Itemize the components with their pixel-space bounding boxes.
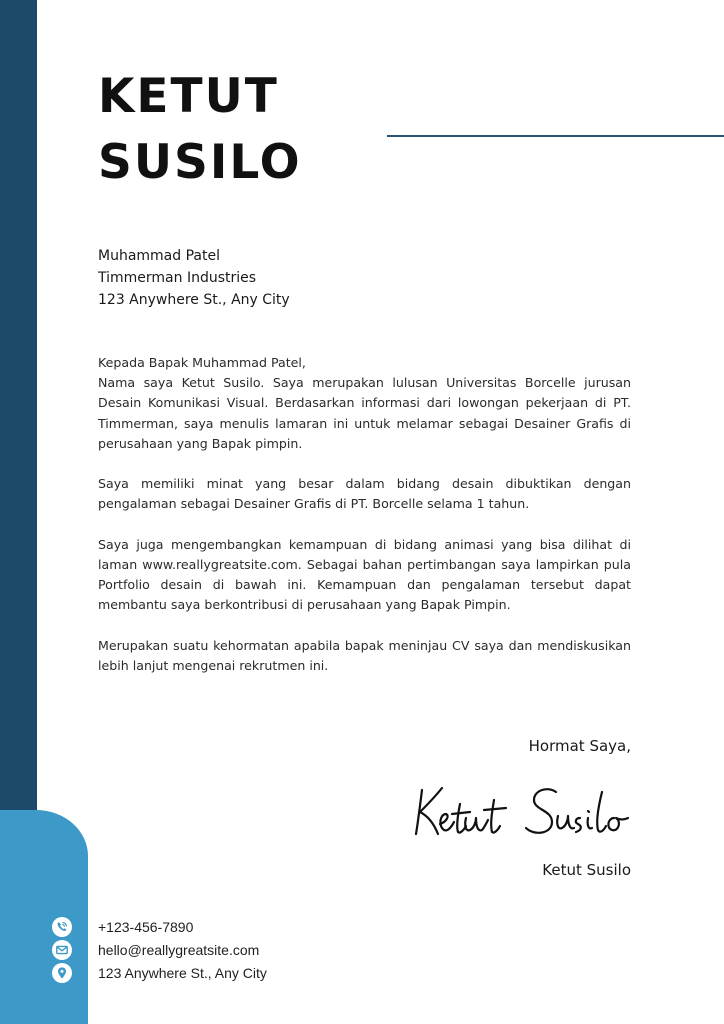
contact-phone: +123-456-7890	[98, 919, 194, 935]
letter-body	[98, 353, 631, 676]
recipient-address: 123 Anywhere St., Any City	[98, 292, 290, 308]
contact-email: hello@reallygreatsite.com	[98, 942, 260, 958]
location-icon	[52, 963, 72, 983]
email-icon	[52, 940, 72, 960]
recipient-name: Muhammad Patel	[98, 248, 220, 264]
recipient-company: Timmerman Industries	[98, 270, 257, 286]
letter-paragraph-3: Saya juga mengembangkan kemampuan di bidang animasi yang bisa dilihat di laman www.reallygreatsite.com. Sebagai bahan pertimbangan saya lampirkan pula Portfolio desain di bawah ini. Kemampuan dan pengalaman tersebut dapat membantu saya berkontribusi di perusahaan yang Bapak Pimpin.	[98, 536, 631, 613]
contact-address: 123 Anywhere St., Any City	[98, 965, 267, 981]
sender-last-name: SUSILO	[98, 135, 302, 190]
sidebar-light-tab	[0, 810, 88, 1024]
recipient-block	[98, 245, 290, 311]
signature	[408, 778, 634, 844]
letter-paragraph-1-text: Nama saya Ketut Susilo. Saya merupakan lulusan Universitas Borcelle jurusan Desain Komunikasi Visual. Berdasarkan informasi dari lowongan pekerjaan di PT. Timmerman, saya menulis lamaran ini untuk melamar sebagai Desainer Grafis di perusahaan yang Bapak pimpin.	[98, 375, 631, 451]
signer-name: Ketut Susilo	[542, 861, 631, 879]
letter-salutation: Kepada Bapak Muhammad Patel,	[98, 355, 306, 370]
letter-closing: Hormat Saya,	[528, 737, 631, 755]
letter-paragraph-4: Merupakan suatu kehormatan apabila bapak meninjau CV saya dan mendiskusikan lebih lanjut mengenai rekrutmen ini.	[98, 637, 631, 673]
sender-name-title	[98, 64, 302, 196]
header-divider	[387, 135, 724, 137]
letter-paragraph-2: Saya memiliki minat yang besar dalam bidang desain dibuktikan dengan pengalaman sebagai Desainer Grafis di PT. Borcelle selama 1 tahun.	[98, 476, 631, 512]
phone-icon	[52, 917, 72, 937]
sender-first-name: KETUT	[98, 69, 279, 124]
letter-paragraph-1	[98, 353, 631, 454]
